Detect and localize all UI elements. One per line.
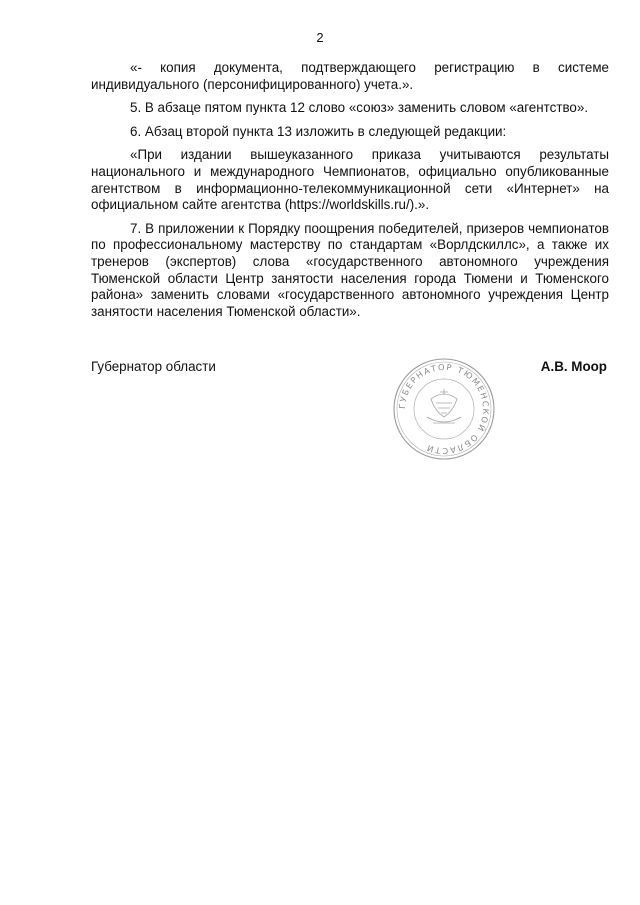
seal-text: ГУБЕРНАТОР ТЮМЕНСКОЙ ОБЛАСТИ [396,361,492,457]
signature-block [91,359,607,379]
document-body [91,60,609,327]
paragraph-1: «- копия документа, подтверждающего регистрацию в системе индивидуального (персонифицированного) учета.». [91,60,609,92]
signer-title: Губернатор области [91,359,216,374]
paragraph-5: 7. В приложении к Порядку поощрения победителей, призеров чемпионатов по профессиональному мастерству по стандартам «Ворлдскиллс», а также их тренеров (экспертов) слова «государственного автономного учреждения Тюменской области Центр занятости населения города Тюмени и Тюменского района» заменить словами «государственного автономного учреждения Центр занятости населения Тюменской области». [91,220,609,319]
paragraph-4: «При издании вышеуказанного приказа учитываются результаты национального и международного Чемпионатов, официально опубликованные агентством в информационно-телекоммуникационной сети «Интернет» на официальном сайте агентства (https://worldskills.ru/).». [91,147,609,213]
page-number: 2 [316,30,324,45]
paragraph-2: 5. В абзаце пятом пункта 12 слово «союз» заменить словом «агентство». [130,100,589,116]
official-seal-icon [389,355,499,463]
svg-text:ГУБЕРНАТОР ТЮМЕНСКОЙ ОБЛАСТИ [397,362,491,456]
signer-name: А.В. Моор [540,359,607,374]
paragraph-3: 6. Абзац второй пункта 13 изложить в следующей редакции: [130,123,507,139]
